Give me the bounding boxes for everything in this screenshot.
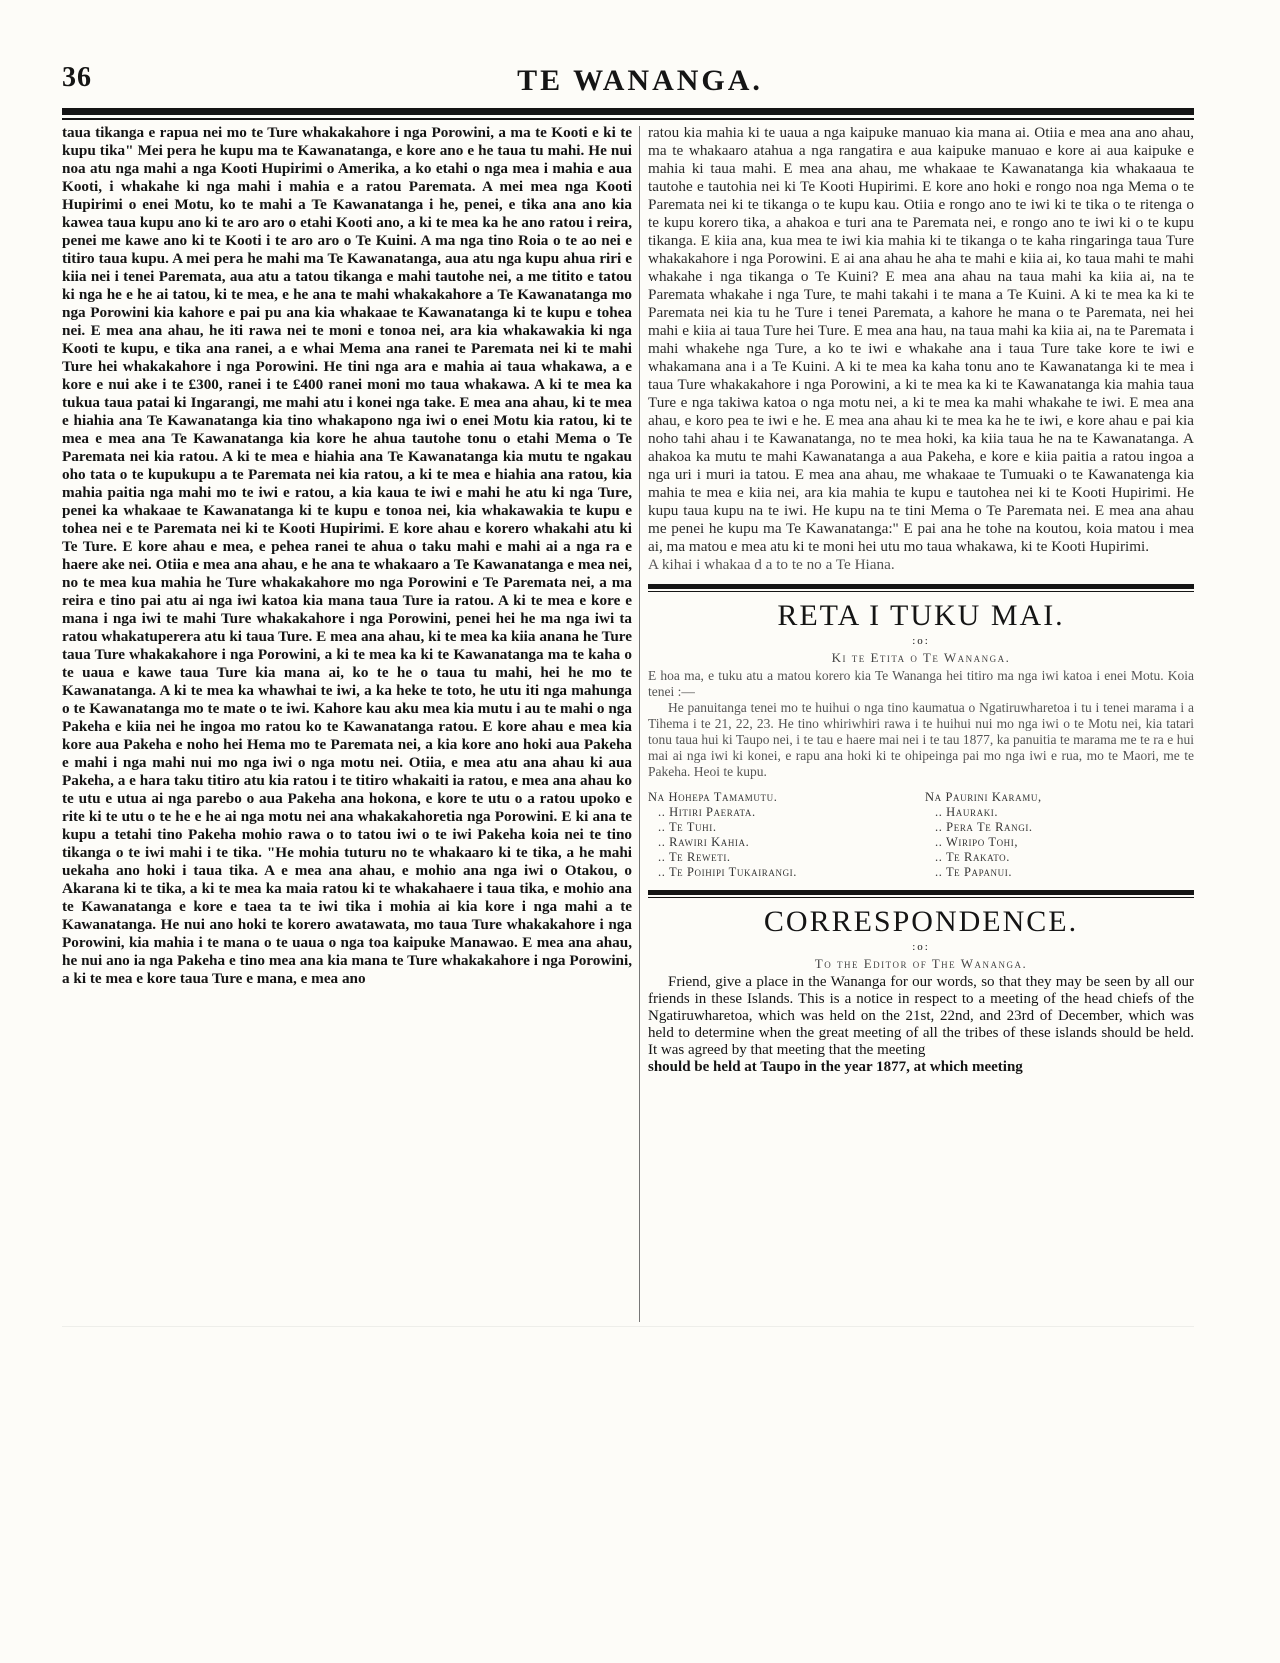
letters-rule-thin [648, 591, 1194, 592]
correspondence-rule-thin [648, 897, 1194, 898]
right-column [648, 124, 1194, 1324]
signatory: .. Pera Te Rangi. [935, 820, 1033, 834]
correspondence-title: CORRESPONDENCE. [763, 905, 1079, 938]
correspondence-body: Friend, give a place in the Wananga for our words, so that they may be seen by all our friends in these Islands. This is a notice in respect to a meeting of the head chiefs of the Ngatiruwharetoa, which was held on the 21st, 22nd, and 23rd of December, which was held to determine when the great meeting of all the tribes of these islands should be held. It was agreed by that meeting that the meeting [648, 974, 1194, 1058]
letters-signatories [648, 790, 1194, 880]
signatory: .. Wiripo Tohi, [935, 835, 1019, 849]
right-column-sign-off: A kihai i whakaa d a to te no a Te Hiana. [648, 556, 895, 573]
letters-intro: E hoa ma, e tuku atu a matou korero kia Te Wananga hei titiro ma nga iwi katoa i enei Motu. Koia tenei :— [648, 668, 1194, 699]
letters-addressee: Ki te Etita o Te Wananga. [831, 650, 1011, 665]
correspondence-separator: :o: [912, 941, 930, 953]
letters-body: He panuitanga tenei mo te huihui o nga tino kaumatua o Ngatiruwharetoa i tu i tenei marama i a Tihema i te 21, 22, 23. He tino whiriwhiri rawa i te huihui nui mo nga iwi o te Motu nei, kia tatari tonu taua hui ki Taupo nei, i te tau e haere mai nei i te tau 1877, ka panuitia te marama me te ra e hui mai ai nga iwi ki konei, e rapu ana hoki ki te ohipeinga pai mo nga iwi e rua, mo te Maori, me te Pakeha. Heoi te kupu. [648, 700, 1194, 779]
signatory: .. Hitiri Paerata. [658, 805, 756, 819]
right-column-text: ratou kia mahia ki te uaua a nga kaipuke manuao kia mana ai. Otiia e mea ana ano ahau, ma te whakaaro atahua a nga rangatira e aua kaipuke manuao e kore ai aua kaipuke e mahia ki taua mahi. E mea ana ahau, me whakaae te Kawanatanga kia whakaaua te tautohe e tautohia nei ki Te Kooti Hupirimi. E kore ano hoki e rongo noa nga Mema o te Paremata nei ki te tikanga o te kupu kau. Otiia e rongo ano te iwi ki te tika o te ritenga o te kupu korero tika, a ahakoa e turi ana te Paremata nei, e rongo ano te iwi ki o te kupu tikanga. E kiia ana, kua mea te iwi kia mahia ki te tikanga o te kaha ringaringa taua Ture whakakahore i nga Porowini. E ai ana ahau he aha te mahi e kiia ai, ko taua mahi te mahi whakahe i nga tikanga o Te Kuini? E mea ana ahau na taua mahi ka kiia ai, na te Paremata whakahe i nga Ture, te mahi takahi i te mana a Te Kuini. A ki te mea ka ki te Paremata nei kia tu he Ture i tenei Paremata, a kahore he mana o te Paremata, nei hei mahi e kiia ai taua Ture hei Ture. E mea ana hau, na taua mahi ka kiia ai, na te Paremata i mahi whakehe nga Ture, a ko te iwi e whakahe ana i taua Ture take kore te iwi e whakamana ana i a Te Kuini. A ki te mea ka kaha tonu ano te Kawanatanga ki te mea i taua Ture whakakahore i nga Porowini, a ki te mea ka ki te Kawanatanga kia mahia taua Ture e nga takiwa katoa o nga motu nei, a ki te mea ka mahi whakahe te iwi. E mea ana ahau, e koro pea te iwi e he. E mea ana ahau ki te mea ka he te iwi, e kore ahau e pai kia noho tahi ahau i te Kawanatanga, no te mea hoki, ka kiia taua he na te Kawanatanga. A ahakoa ka mutu te mahi Kawanatanga a aua Pakeha, e kore e kiia paitia a ratou ingoa a nga uri i muri ia tatou. E mea ana ahau, me whakaae te Tumuaki o te Kawanatenga kia mahia te mea e kiia nei, ara kia mahia te kupu e tautohea nei ki te Kooti Hupirimi. He kupu taua kupu na te iwi. He kupu na te tini Mema o Te Paremata nei. E mea ana ahau me penei he kupu ma Te Kawanatanga:" E pai ana he tohe na koutou, koia matou i mea ai, ma matou e mea atu ki te moni hei utu mo taua whakawa, ki te Kooti Hupirimi. [648, 124, 1194, 555]
signatory: .. Te Tuhi. [658, 820, 717, 834]
column-divider [639, 126, 640, 1322]
signatory: Na Hohepa Tamamutu. [648, 790, 778, 804]
left-column [62, 124, 632, 1324]
page-number: 36 [62, 62, 92, 93]
signatories-right-list [925, 790, 1194, 880]
header-rule-thick [62, 108, 1194, 115]
publication-title: TE WANANGA. [517, 64, 763, 97]
correspondence-rule-thick [648, 890, 1194, 895]
signatory: .. Hauraki. [935, 805, 999, 819]
letters-separator: :o: [912, 635, 930, 647]
signatories-left-list [648, 790, 917, 880]
left-column-text: taua tikanga e rapua nei mo te Ture whakakahore i nga Porowini, a ma te Kooti e ki te kupu tika" Mei pera he kupu ma te Kawanatanga, e kore ano e he taua tu mahi. He nui noa atu nga mahi a nga Kooti Hupirimi o Amerika, a ko etahi o nga mea i mahia e aua Kooti, i whakahe ki nga mahi i mahia e a ratou Paremata. A mei mea nga Kooti Hupirimi o enei Motu, ko te mahi a Te Kawanatanga i he, penei, e tika ana ano kia kawea taua kupu ano ki te aro aro o etahi Kooti ano, a ki te mea ka he ano ratou i reira, penei me kawe ano ki te Kooti i te aro aro o Te Kuini. A ma nga tino Roia o te ao nei e titiro taua kupu. A mei pera he mahi ma Te Kawanatanga, aua atu nga kupu ahua riri e kiia nei i tenei Paremata, aua atu a tatou tikanga e mahi tautohe nei, a me titito e tatou ki nga he e he ai tatou, ki te mea, e he ana te mahi whakakahore a Te Kawanatanga mo nga Porowini kia kahore e pai pu ana kia whakaae te Kawanatanga ki te kupu e tohea nei. E mea ana ahau, he iti rawa nei te moni e tonoa nei, ara kia whakawakia ki nga Kooti te kupu, e tika ana ranei, a e whai Mema ana ranei te Paremata nei ki te mahi Ture hei whakakahore i nga Porowini. He tini nga ara e mahia ai taua whakawa, a e kore e nui ake i te £300, ranei i te £400 ranei moni mo taua whakawa. A ki te mea ka tukua taua patai ki Ingarangi, me mahi atu i konei nga take. E mea ana ahau, ki te mea e hiahia ana Te Kawanatanga kia tino whakapono nga iwi o enei Motu kia ratou, ki te mea e mea ana Te Kawanatanga kia kore he ahua tautohe tonu o etahi Mema o Te Paremata nei kia ratou. A ki te mea e hiahia ana Te Kawanatanga kia mutu te ngakau oho tata o te kupukupu a te Paremata nei kia ratou, a ki te mea e hiahia ana ratou, kia mahia paitia nga mahi mo te iwi e ratou, a kia kaua te iwi e mahi he atu ki nga Ture, penei ka whakaae te Kawanatanga ki te kupu e tonoa nei, kia whakawakia te kupu e tohea nei e te Paremata nei ki te Kooti Hupirimi. E kore ahau e korero whakahi atu ki Te Ture. E kore ahau e mea, e pehea ranei te ahua o taku mahi e mahi ai a nga ra e haere ake nei. Otiia e mea ana ahau, e he ana te whakaaro a Te Kawanatanga e mea nei, no te mea kua mahia he Ture whakakahore mo nga Porowini e Te Paremata nei, a ma reira e tino pai atu ai nga iwi katoa kia mana taua Ture ia ratou. A ki te mea e kore e mana i nga iwi te mahi Ture whakakahore i nga Porowini, penei hei he ma nga iwi ta ratou whakatuperera atu ki taua Ture. E mea ana ahau, ki te mea ka kiia anana he Ture taua Ture whakakahore i nga Porowini, a ki te mea ka ki te Kawanatanga ma te kaha o te uaua e kawe taua Ture kia mana ai, ko te he o taua tu mahi, hei he mo te Kawanatanga. A ki te mea ka whawhai te iwi, a ka heke te toto, he utu iti nga mahunga o te Kawanatanga mo te mate o te iwi. Kahore kau aku mea kia mutu i au te mahi o nga Pakeha e kiia nei he ingoa mo ratou ko te Kawanatanga ratou. E kore ahau e mea kia kore aua Pakeha e noho hei Hema mo te Paremata nei, a kia kore ano hoki aua Pakeha e mahi i nga mahi nui mo nga iwi o nga motu nei. Otiia, e mea atu ana ahau ki aua Pakeha, a e hara taku titiro atu kia ratou i te titiro whakaiti ia ratou, e mea ana ahau ko te utu e utua ai nga parebo o aua Pakeha ana hokona, e kore te utu o a ratou upoko e rite ki te utu o te he e he ai nga motu nei ana whakakahoretia nga Porowini. E ki ana te kupu a tetahi tino Pakeha mohio rawa o to tatou iwi o te iwi Pakeha koia nei te tino tikanga o te iwi mahi i te tika. "He mohia tuturu no te whakaaro ki te tika, a he mahi uekaha ano hoki i taua tika. A e mea ana ahau, e mohio ana nga iwi o Otakou, o Akarana ki te tika, a ki te mea ka maia ratou ki te whakahaere i taua tika, e mohio ana te Kawanatanga e kore e taea ta te iwi tika i mohia ai kia kore i nga mahi a te Kawanatanga. He nui ano hoki te korero awatawata, mo taua Ture whakakahore i nga Porowini, kia mahia i te mana o te uaua o nga toa kaipuke Manawao. E mea ana ahau, he nui ano ia nga Pakeha e tino mea ana kia mana te Ture whakakahore i nga Porowini, a ki te mea e kore taua Ture e mana, e mea ano [62, 124, 632, 987]
signatory: Na Paurini Karamu, [925, 790, 1042, 804]
signatory: .. Rawiri Kahia. [658, 835, 750, 849]
header-rule-thin [62, 118, 1194, 120]
signatory: .. Te Rakato. [935, 850, 1011, 864]
correspondence-body-tail: should be held at Taupo in the year 1877, at which meeting [648, 1059, 1023, 1075]
signatory: .. Te Poihipi Tukairangi. [658, 865, 798, 879]
correspondence-addressee: To the Editor of The Wananga. [814, 956, 1028, 971]
footer-rule [62, 1326, 1194, 1327]
signatory: .. Te Reweti. [658, 850, 731, 864]
letters-rule-thick [648, 584, 1194, 589]
signatory: .. Te Papanui. [935, 865, 1013, 879]
letters-title: RETA I TUKU MAI. [777, 599, 1065, 632]
